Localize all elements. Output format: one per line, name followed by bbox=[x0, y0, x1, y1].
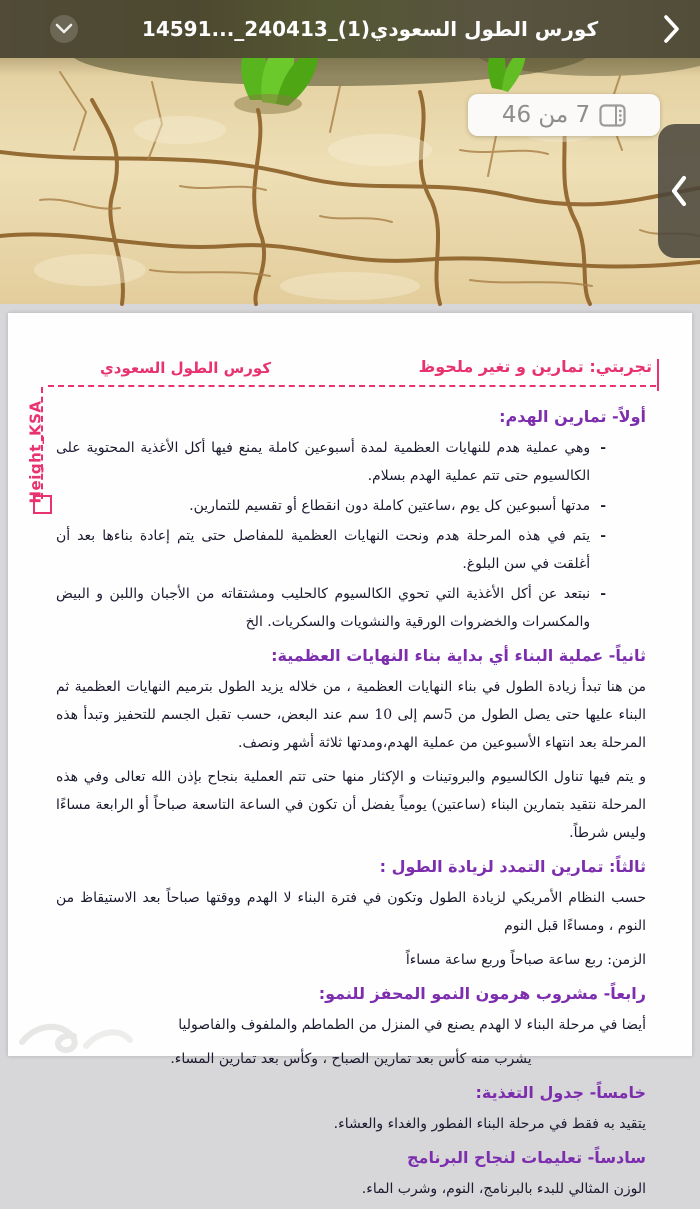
thumbnails-panel-icon bbox=[599, 104, 626, 127]
annotation-side-label: Height_KSA bbox=[26, 400, 45, 504]
section-heading-6: سادساً- تعليمات لنجاح البرنامج bbox=[407, 1148, 646, 1167]
bullet-text: مدتها أسبوعين كل يوم ،ساعتين كاملة دون انقطاع أو تقسيم للتمارين. bbox=[189, 498, 591, 514]
bullet-text: نبتعد عن أكل الأغذية التي تحوي الكالسيوم كالحليب ومشتقاته من الأجبان واللبن و البيض والمكسرات والخضروات الورقية والنشويات والسكريات. الخ bbox=[56, 586, 591, 630]
annotation-note-left: كورس الطول السعودي bbox=[100, 359, 272, 377]
bullet-marker: - bbox=[600, 586, 606, 602]
bullet-marker: - bbox=[600, 498, 606, 514]
paragraph: من هنا تبدأ زيادة الطول في بناء النهايات العظمية ، من خلاله يزيد الطول بترميم النهايات العظمية ثم البناء عليها حتى يصل الطول من 5سم إلى 10 سم عند البعض، حسب تقبل الجسم للتحفيز وتبدأ هذه المرحلة بعد انتهاء الأسبوعين من عملية الهدم،ومدتها ثلاثة أشهر ونصف. bbox=[56, 679, 646, 751]
paragraph: يتقيد به فقط في مرحلة البناء الفطور والغداء والعشاء. bbox=[333, 1116, 646, 1132]
section-heading-3: ثالثاً: تمارين التمدد لزيادة الطول : bbox=[379, 857, 646, 876]
chevron-left-icon bbox=[669, 174, 689, 208]
back-icon[interactable] bbox=[660, 13, 684, 45]
section-heading-1: أولاً- تمارين الهدم: bbox=[499, 407, 646, 426]
paragraph: يشرب منه كأس بعد تمارين الصباح ، وكأس بعد تمارين المساء. bbox=[170, 1051, 532, 1067]
paragraph: و يتم فيها تناول الكالسيوم والبروتينات و الإكثار منها حتى تتم العملية بنجاح بإذن الله تعالى وفي هذه المرحلة نتقيد بتمارين البناء (ساعتين) يومياً يفضل أن تكون في الساعة التاسعة صباحاً أو الرابعة مساءًا وليس شرطاً. bbox=[56, 769, 647, 841]
document-page[interactable] bbox=[8, 313, 692, 1197]
sidebar-handle[interactable] bbox=[658, 124, 700, 258]
section-heading-2: ثانياً- عملية البناء أي بداية بناء النهايات العظمية: bbox=[271, 646, 646, 665]
title-chevron-down-icon[interactable] bbox=[50, 15, 78, 43]
list-item bbox=[56, 492, 646, 520]
list-item bbox=[56, 522, 646, 578]
paragraph: الزمن: ربع ساعة صباحاً وربع ساعة مساءاً bbox=[405, 952, 646, 968]
document-body bbox=[56, 397, 646, 1209]
annotation-dashed-line-horizontal bbox=[48, 385, 656, 387]
page-indicator[interactable] bbox=[468, 94, 660, 136]
list-item bbox=[56, 434, 646, 490]
bullet-marker: - bbox=[600, 528, 606, 544]
bullet-marker: - bbox=[600, 440, 606, 456]
annotation-note-right: تجربتي: تمارين و تغير ملحوظ bbox=[418, 357, 652, 376]
viewer-top-bar bbox=[0, 0, 700, 58]
section-heading-4: رابعاً- مشروب هرمون النمو المحفز للنمو: bbox=[318, 984, 646, 1003]
bullet-text: وهي عملية هدم للنهايات العظمية لمدة أسبوعين كاملة يمنع فيها أكل الأغذية المحتوية على الكالسيوم حتى تتم عملية الهدم بسلام. bbox=[56, 440, 591, 484]
bullet-text: يتم في هذه المرحلة هدم ونحت النهايات العظمية للمفاصل حتى يتم إعادة بناءها بعد أن أغلقت في سن البلوغ. bbox=[56, 528, 591, 572]
annotation-tick bbox=[657, 359, 659, 391]
paragraph: أيضا في مرحلة البناء لا الهدم يصنع في المنزل من الطماطم والملفوف والفاصوليا bbox=[178, 1017, 646, 1033]
document-title: كورس الطول السعودي(1)_240413_...14591 bbox=[141, 17, 599, 41]
paragraph: حسب النظام الأمريكي لزيادة الطول وتكون في فترة البناء لا الهدم ووقتها صباحاً بعد الاستيقاظ من النوم ، ومساءًا قبل النوم bbox=[56, 890, 646, 934]
list-item bbox=[56, 580, 646, 636]
page-number-label: 7 من 46 bbox=[501, 102, 591, 128]
section-heading-5: خامساً- جدول التغذية: bbox=[475, 1083, 646, 1102]
paragraph: الوزن المثالي للبدء بالبرنامج، النوم، وشرب الماء. bbox=[361, 1181, 646, 1197]
